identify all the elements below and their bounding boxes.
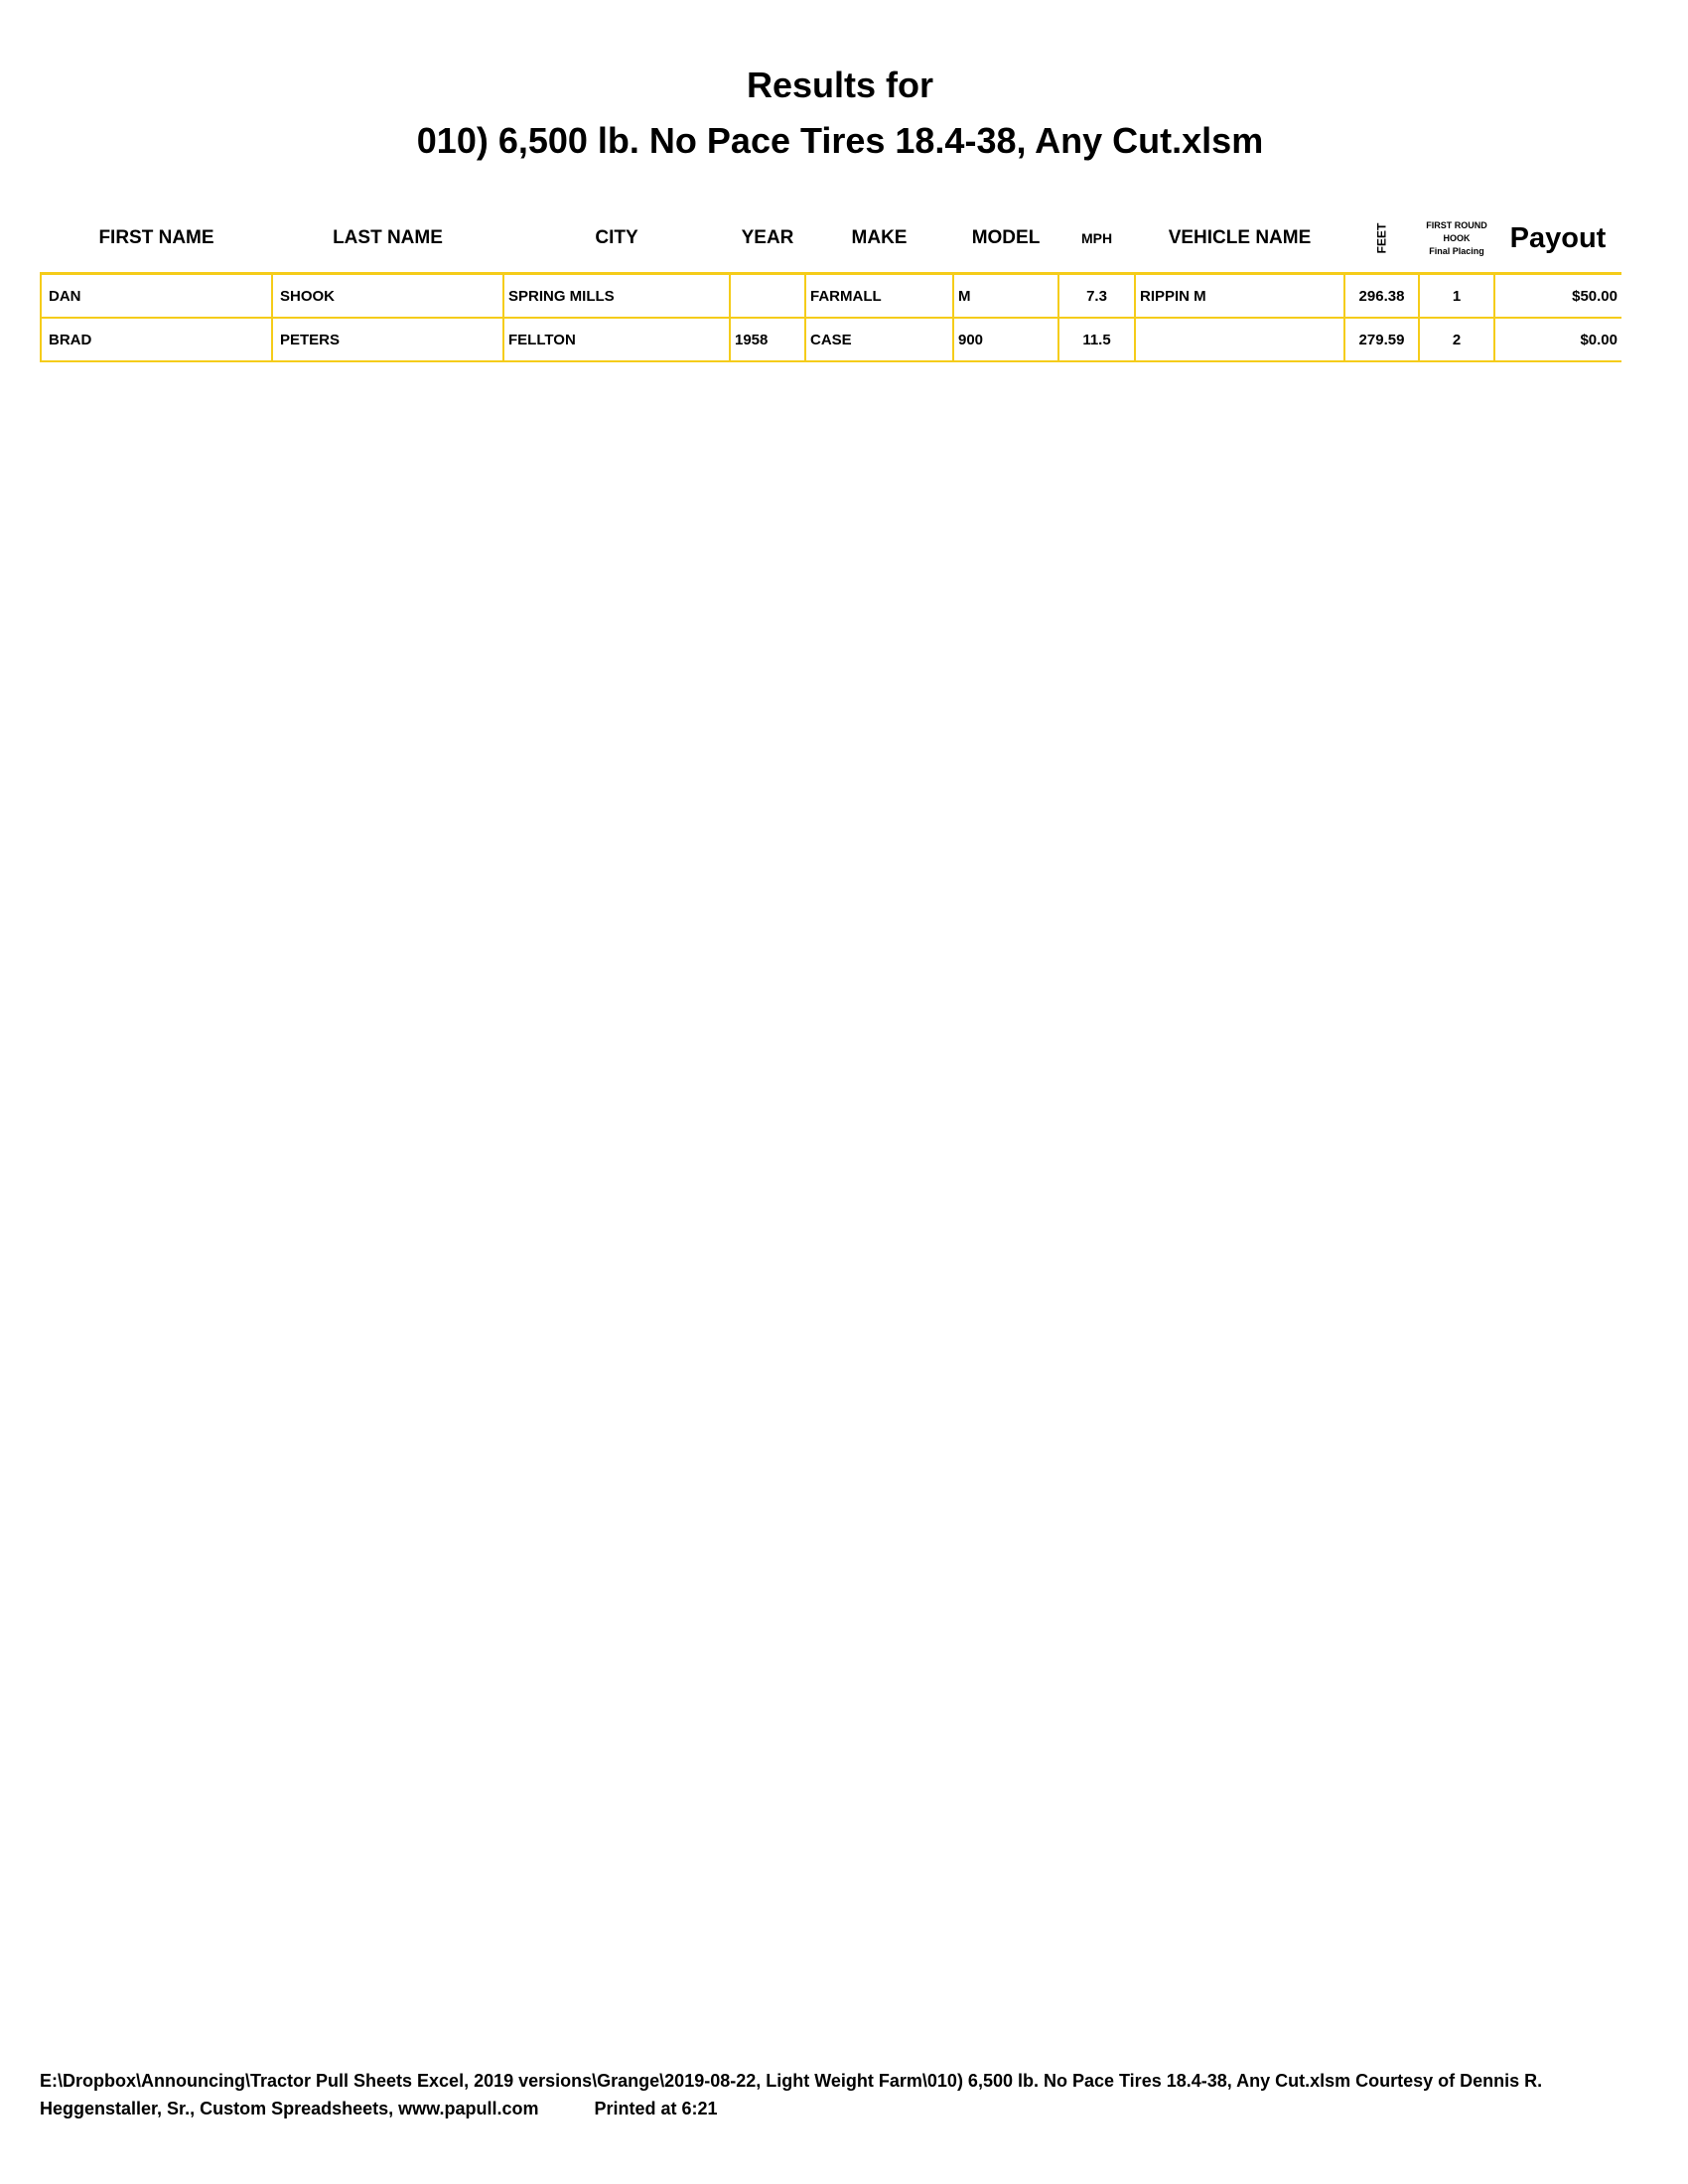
footer-printed-time: Printed at 6:21 [594,2099,718,2118]
header-hook-line3: Final Placing [1429,245,1484,256]
cell-payout: $0.00 [1494,318,1621,361]
header-hook-placing [1419,205,1494,274]
table-row [41,318,1621,361]
table-row [41,274,1621,319]
results-table [40,205,1621,362]
cell-placing: 2 [1419,318,1494,361]
header-mph: MPH [1058,205,1135,274]
cell-last-name: PETERS [272,318,503,361]
header-model: MODEL [953,205,1058,274]
header-city: CITY [503,205,730,274]
header-payout: Payout [1494,205,1621,274]
cell-vehicle-name [1135,318,1344,361]
header-make: MAKE [805,205,953,274]
cell-city: FELLTON [503,318,730,361]
page-title [0,58,1688,169]
header-feet-label: FEET [1374,222,1389,254]
header-hook-line1: FIRST ROUND [1426,219,1487,230]
cell-city: SPRING MILLS [503,274,730,319]
header-vehicle-name: VEHICLE NAME [1135,205,1344,274]
cell-model: M [953,274,1058,319]
cell-mph: 7.3 [1058,274,1135,319]
header-last-name: LAST NAME [272,205,503,274]
cell-feet: 296.38 [1344,274,1419,319]
cell-feet: 279.59 [1344,318,1419,361]
title-results-for: Results for [746,65,934,105]
cell-placing: 1 [1419,274,1494,319]
footer [40,2067,1668,2122]
cell-make: FARMALL [805,274,953,319]
cell-first-name: DAN [41,274,272,319]
cell-model: 900 [953,318,1058,361]
footer-file-path: E:\Dropbox\Announcing\Tractor Pull Sheets Excel, 2019 versions\Grange\2019-08-22, Light Weight Farm\010) 6,500 lb. No Pace Tires 18.4-38, Any Cut.xlsm Courtesy of Dennis R. Heggenstaller, Sr., Custom Spreadsheets, www.papull.com [40,2071,1543,2118]
cell-payout: $50.00 [1494,274,1621,319]
header-year: YEAR [730,205,805,274]
cell-year [730,274,805,319]
header-first-name: FIRST NAME [41,205,272,274]
cell-first-name: BRAD [41,318,272,361]
header-hook-line2: HOOK [1443,232,1471,243]
cell-vehicle-name: RIPPIN M [1135,274,1344,319]
cell-make: CASE [805,318,953,361]
cell-mph: 11.5 [1058,318,1135,361]
header-row [41,205,1621,274]
header-feet [1344,205,1419,274]
cell-last-name: SHOOK [272,274,503,319]
title-class-name: 010) 6,500 lb. No Pace Tires 18.4-38, Any Cut.xlsm [416,120,1264,161]
cell-year: 1958 [730,318,805,361]
